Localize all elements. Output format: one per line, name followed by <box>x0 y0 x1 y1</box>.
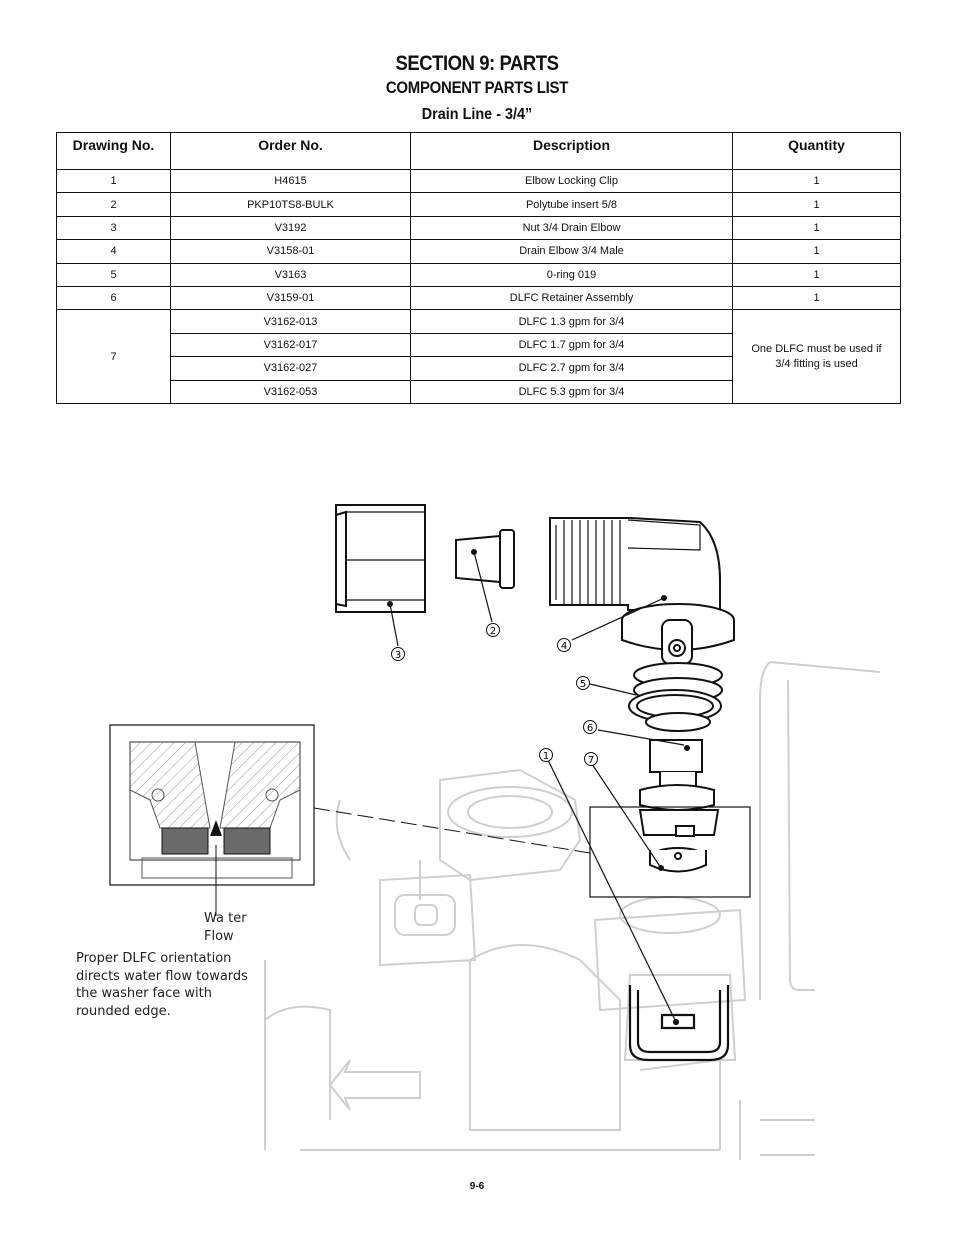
part-1-locking-clip <box>630 985 728 1060</box>
callout-6 <box>584 721 597 735</box>
cell-order-no: V3162-013 <box>171 310 411 333</box>
cell-quantity: 1 <box>733 170 901 193</box>
cell-description: Nut 3/4 Drain Elbow <box>411 216 733 239</box>
water-flow-line-1: Wa ter <box>204 911 247 926</box>
page-number: 9-6 <box>469 1181 485 1192</box>
cell-drawing-no: 2 <box>57 193 171 216</box>
cell-order-no: V3158-01 <box>171 240 411 263</box>
svg-text:2: 2 <box>489 626 497 637</box>
callout-2 <box>487 624 500 638</box>
column-header-quantity: Quantity <box>733 133 901 170</box>
cell-description: 0-ring 019 <box>411 263 733 286</box>
svg-text:6: 6 <box>586 723 594 734</box>
svg-text:5: 5 <box>579 679 587 690</box>
column-header-drawing-no: Drawing No. <box>57 133 171 170</box>
inset-leader-line <box>314 808 590 853</box>
cell-description: DLFC Retainer Assembly <box>411 286 733 309</box>
cell-order-no: V3163 <box>171 263 411 286</box>
valve-body-background <box>265 662 880 1160</box>
cell-description: DLFC 2.7 gpm for 3/4 <box>411 357 733 380</box>
cell-drawing-no-group: 7 <box>57 310 171 404</box>
cell-description: Polytube insert 5/8 <box>411 193 733 216</box>
cell-drawing-no: 1 <box>57 170 171 193</box>
cell-description: Elbow Locking Clip <box>411 170 733 193</box>
callout-1 <box>540 749 553 763</box>
section-title: SECTION 9: PARTS <box>395 52 559 75</box>
cell-quantity: 1 <box>733 263 901 286</box>
table-title: Drain Line - 3/4” <box>421 106 533 123</box>
quantity-note-text: One DLFC must be used if 3/4 fitting is used <box>751 342 882 370</box>
part-body-stack <box>622 604 734 872</box>
cell-quantity: 1 <box>733 240 901 263</box>
cell-description: DLFC 5.3 gpm for 3/4 <box>411 380 733 403</box>
cell-order-no: V3159-01 <box>171 286 411 309</box>
cell-drawing-no: 5 <box>57 263 171 286</box>
callout-3 <box>392 648 405 662</box>
dlfc-orientation-caption: Proper DLFC orientation directs water flow towards the washer face with rounded edge. <box>76 951 248 1019</box>
cell-order-no: V3162-053 <box>171 380 411 403</box>
svg-text:3: 3 <box>394 650 402 661</box>
cell-drawing-no: 3 <box>57 216 171 239</box>
cell-quantity: 1 <box>733 286 901 309</box>
cell-drawing-no: 4 <box>57 240 171 263</box>
dlfc-orientation-inset <box>110 725 314 916</box>
cell-quantity: 1 <box>733 216 901 239</box>
cell-order-no: PKP10TS8-BULK <box>171 193 411 216</box>
part-2-polytube-insert <box>456 530 514 588</box>
callout-4 <box>558 639 571 653</box>
water-flow-line-2: Flow <box>204 929 234 944</box>
cell-description: DLFC 1.3 gpm for 3/4 <box>411 310 733 333</box>
callout-7 <box>585 753 598 767</box>
cell-order-no: V3192 <box>171 216 411 239</box>
cell-order-no: H4615 <box>171 170 411 193</box>
svg-text:4: 4 <box>560 641 568 652</box>
cell-quantity: 1 <box>733 193 901 216</box>
cell-description: Drain Elbow 3/4 Male <box>411 240 733 263</box>
column-header-order-no: Order No. <box>171 133 411 170</box>
part-3-nut <box>336 505 425 612</box>
svg-text:7: 7 <box>587 755 595 766</box>
part-4-drain-elbow <box>550 518 720 610</box>
cell-order-no: V3162-017 <box>171 333 411 356</box>
callout-5 <box>577 677 590 691</box>
cell-description: DLFC 1.7 gpm for 3/4 <box>411 333 733 356</box>
component-parts-subtitle: COMPONENT PARTS LIST <box>385 78 569 97</box>
cell-order-no: V3162-027 <box>171 357 411 380</box>
svg-text:1: 1 <box>542 751 550 762</box>
cell-drawing-no: 6 <box>57 286 171 309</box>
water-flow-label <box>204 910 247 946</box>
column-header-description: Description <box>411 133 733 170</box>
